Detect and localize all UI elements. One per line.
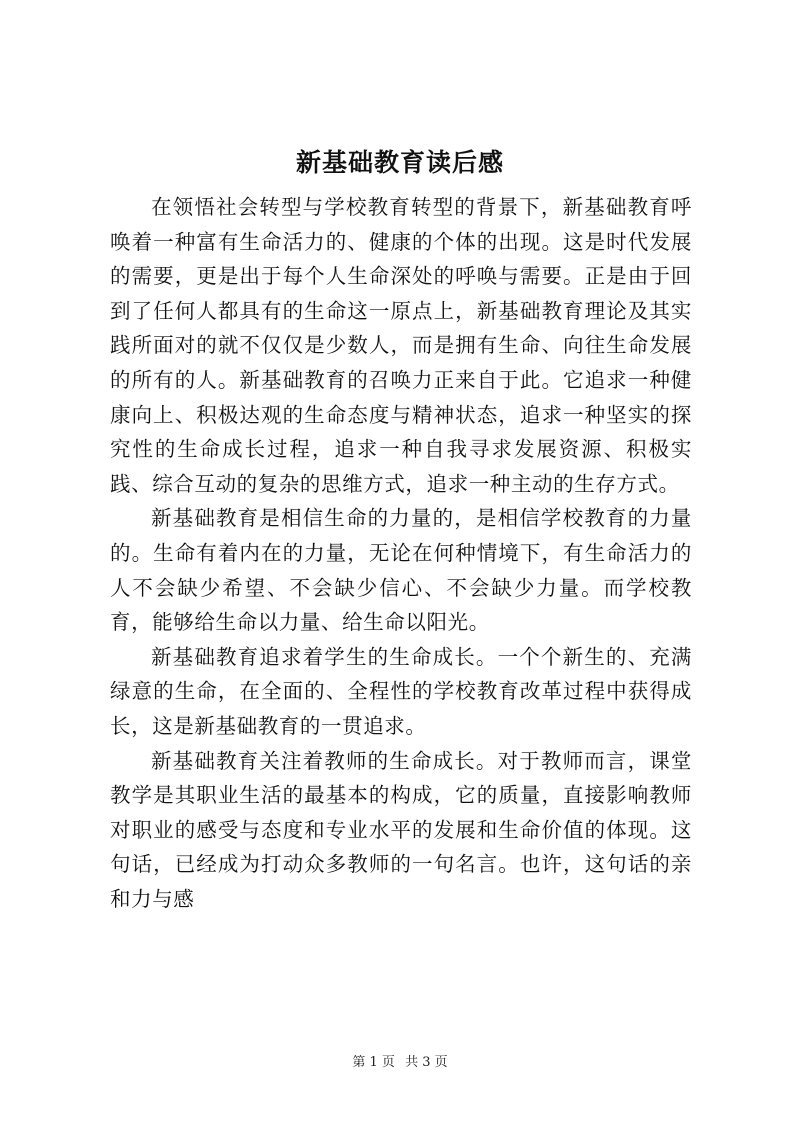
paragraph-1: 在领悟社会转型与学校教育转型的背景下，新基础教育呼唤着一种富有生命活力的、健康的个体的出现。这是时代发展的需要，更是出于每个人生命深处的呼唤与需要。正是由于回到了任何人都具有的生命这一原点上，新基础教育理论及其实践所面对的就不仅仅是少数人，而是拥有生命、向往生命发展的所有的人。新基础教育的召唤力正来自于此。它追求一种健康向上、积极达观的生命态度与精神状态，追求一种坚实的探究性的生命成长过程，追求一种自我寻求发展资源、积极实践、综合互动的复杂的思维方式，追求一种主动的生存方式。 bbox=[110, 195, 692, 496]
page-total: 共 3 页 bbox=[405, 1055, 448, 1070]
paragraph-3: 新基础教育追求着学生的生命成长。一个个新生的、充满绿意的生命，在全面的、全程性的学校教育改革过程中获得成长，这是新基础教育的一贯追求。 bbox=[110, 644, 692, 738]
paragraph-2: 新基础教育是相信生命的力量的，是相信学校教育的力量的。生命有着内在的力量，无论在何种情境下，有生命活力的人不会缺少希望、不会缺少信心、不会缺少力量。而学校教育，能够给生命以力量、给生命以阳光。 bbox=[110, 506, 692, 635]
page-number: 第 1 页 bbox=[352, 1055, 395, 1070]
page-footer bbox=[0, 1054, 800, 1072]
document-body bbox=[110, 190, 692, 916]
document-title: 新基础教育读后感 bbox=[295, 148, 504, 177]
paragraph-4: 新基础教育关注着教师的生命成长。对于教师而言，课堂教学是其职业生活的最基本的构成，它的质量，直接影响教师对职业的感受与态度和专业水平的发展和生命价值的体现。这句话，已经成为打动众多教师的一句名言。也许，这句话的亲和力与感 bbox=[110, 748, 692, 911]
